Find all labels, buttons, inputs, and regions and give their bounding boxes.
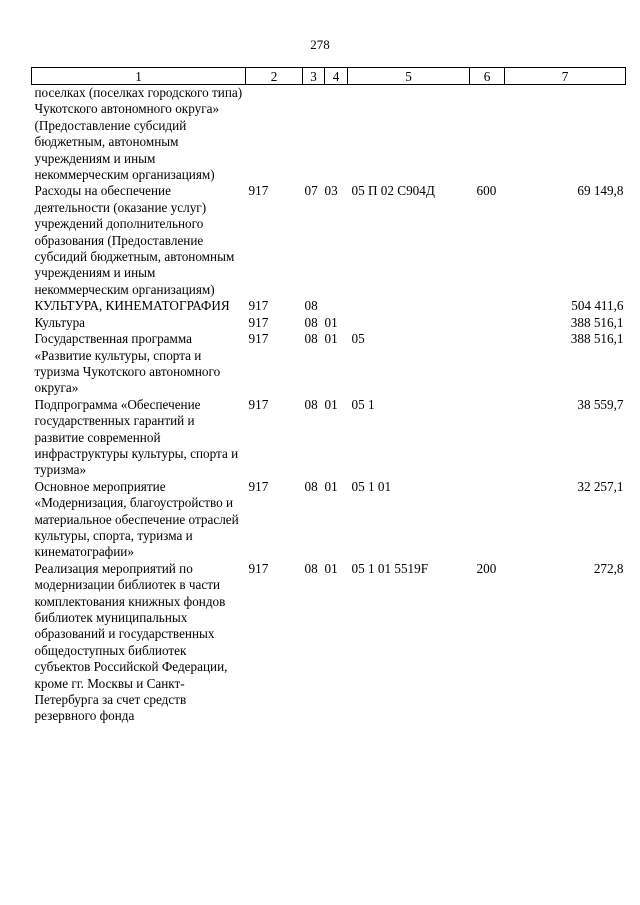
row-ministry-code: 917	[248, 560, 269, 576]
row-target-article: 05 1 01	[351, 478, 392, 494]
table-row	[32, 298, 626, 314]
row-section: 08	[304, 314, 318, 330]
row-name: Реализация мероприятий по модернизации библиотек в части комплектования книжных фондов библиотек муниципальных образований и государственных общедоступных библиотек субъектов Российской Федерации, кроме гг. Москвы и Санкт-Петербурга за счет средств резервного фонда	[34, 560, 228, 724]
row-target-article	[348, 85, 470, 184]
row-expense-type	[470, 479, 505, 561]
column-header-3: 3	[303, 68, 325, 85]
row-target-article: 05	[351, 331, 365, 347]
row-subsection: 01	[324, 478, 338, 494]
row-section	[303, 85, 325, 184]
row-subsection	[325, 85, 348, 184]
row-subsection: 01	[324, 331, 338, 347]
row-section: 08	[304, 298, 318, 314]
row-subsection: 01	[324, 314, 338, 330]
table-row	[32, 331, 626, 397]
row-ministry-code: 917	[248, 314, 269, 330]
row-section: 08	[304, 396, 318, 412]
column-header-4: 4	[325, 68, 348, 85]
row-amount: 272,8	[593, 560, 624, 576]
row-expense-type	[470, 85, 505, 184]
row-name: Государственная программа «Развитие культуры, спорта и туризма Чукотского автономного округа»	[34, 331, 221, 396]
row-ministry-code: 917	[248, 298, 269, 314]
row-expense-type	[470, 331, 505, 397]
table-row	[32, 479, 626, 561]
row-name: Подпрограмма «Обеспечение государственных гарантий и развитие современной инфраструктуры культуры, спорта и туризма»	[34, 396, 239, 478]
row-ministry-code: 917	[248, 478, 269, 494]
row-amount: 388 516,1	[570, 314, 624, 330]
column-header-6: 6	[470, 68, 505, 85]
row-name: КУЛЬТУРА, КИНЕМАТОГРАФИЯ	[34, 298, 230, 314]
column-header-5: 5	[348, 68, 470, 85]
row-subsection: 01	[324, 560, 338, 576]
table-row	[32, 85, 626, 184]
row-expense-type: 600	[476, 183, 497, 199]
row-name: Основное мероприятие «Модернизация, благоустройство и материальное обеспечение отраслей культуры, спорта, туризма и кинематографии»	[34, 478, 239, 560]
row-section: 08	[304, 560, 318, 576]
row-subsection	[325, 298, 348, 314]
row-subsection: 01	[324, 396, 338, 412]
table-row	[32, 561, 626, 725]
row-amount: 38 559,7	[577, 396, 624, 412]
row-section: 08	[304, 478, 318, 494]
row-target-article	[348, 315, 470, 331]
column-header-7: 7	[505, 68, 626, 85]
table-row	[32, 183, 626, 298]
row-expense-type: 200	[476, 560, 497, 576]
row-amount	[505, 85, 626, 184]
table-row	[32, 397, 626, 479]
row-ministry-code: 917	[248, 396, 269, 412]
row-name: Расходы на обеспечение деятельности (оказание услуг) учреждений дополнительного образования (Предоставление субсидий бюджетным, автономным учреждениям и иным некоммерческим организациям)	[34, 183, 235, 297]
row-target-article	[348, 298, 470, 314]
row-name: поселках (поселках городского типа) Чукотского автономного округа» (Предоставление субсидий бюджетным, автономным учреждениям и иным некоммерческим организациям)	[34, 85, 243, 183]
row-ministry-code	[246, 85, 303, 184]
row-amount: 504 411,6	[571, 298, 624, 314]
row-target-article: 05 1	[351, 396, 375, 412]
row-name: Культура	[34, 314, 86, 330]
row-amount: 32 257,1	[577, 478, 624, 494]
row-target-article: 05 1 01 5519F	[351, 560, 429, 576]
row-ministry-code: 917	[248, 183, 269, 199]
row-section: 08	[304, 331, 318, 347]
row-amount: 69 149,8	[577, 183, 624, 199]
row-expense-type	[470, 298, 505, 314]
table-row	[32, 315, 626, 331]
row-subsection: 03	[324, 183, 338, 199]
row-expense-type	[470, 315, 505, 331]
budget-table	[31, 67, 626, 725]
column-header-2: 2	[246, 68, 303, 85]
page-number: 278	[310, 37, 330, 52]
row-ministry-code: 917	[248, 331, 269, 347]
row-amount: 388 516,1	[570, 331, 624, 347]
column-header-1: 1	[32, 68, 246, 85]
header-row	[32, 68, 626, 85]
row-section: 07	[304, 183, 318, 199]
row-expense-type	[470, 397, 505, 479]
row-target-article: 05 П 02 С904Д	[351, 183, 435, 199]
